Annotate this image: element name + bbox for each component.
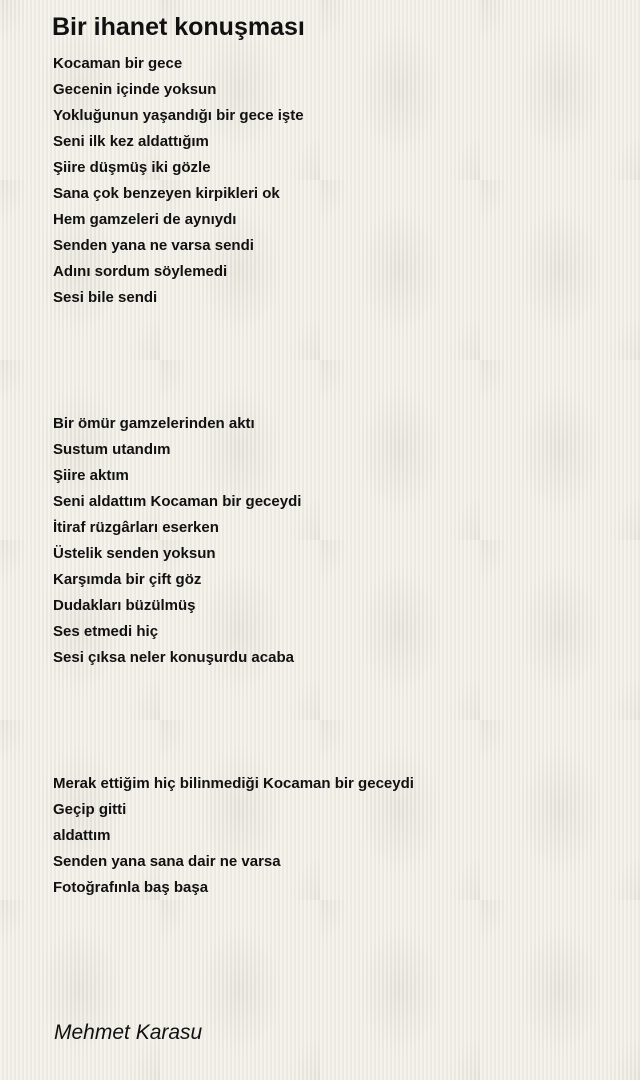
poem-line: Kocaman bir gece <box>53 55 183 72</box>
poem-line: Senden yana sana dair ne varsa <box>53 853 281 870</box>
poem-line: Karşımda bir çift göz <box>53 571 202 588</box>
poem-line: Bir ömür gamzelerinden aktı <box>53 415 255 432</box>
poem-line: Dudakları büzülmüş <box>53 597 196 614</box>
stanza-2 <box>53 411 301 671</box>
poem-line: Geçip gitti <box>53 801 127 818</box>
poem-line: Adını sordum söylemedi <box>53 263 228 280</box>
poem-line: Üstelik senden yoksun <box>53 545 216 562</box>
poem-line: Yokluğunun yaşandığı bir gece işte <box>53 107 304 124</box>
poem-line: Merak ettiğim hiç bilinmediği Kocaman bir geceydi <box>53 775 414 792</box>
poem-title: Bir ihanet konuşması <box>52 13 305 41</box>
stanza-1 <box>53 51 304 311</box>
poem-line: Hem gamzeleri de aynıydı <box>53 211 237 228</box>
poem-line: Fotoğrafınla baş başa <box>53 879 209 896</box>
poem-line: Şiire aktım <box>53 467 129 484</box>
poem-line: Ses etmedi hiç <box>53 623 159 640</box>
poem-line: aldattım <box>53 827 111 844</box>
poem-line: Gecenin içinde yoksun <box>53 81 217 98</box>
stanza-3 <box>53 771 414 901</box>
poem-line: Sana çok benzeyen kirpikleri ok <box>53 185 280 202</box>
poem-line: Seni ilk kez aldattığım <box>53 133 209 150</box>
poem-line: İtiraf rüzgârları eserken <box>53 519 219 536</box>
poem-line: Sustum utandım <box>53 441 171 458</box>
poem-author: Mehmet Karasu <box>54 1021 203 1044</box>
poem-line: Seni aldattım Kocaman bir geceydi <box>53 493 302 510</box>
poem-line: Şiire düşmüş iki gözle <box>53 159 211 176</box>
poem-line: Sesi bile sendi <box>53 289 158 306</box>
poem-line: Sesi çıksa neler konuşurdu acaba <box>53 649 294 666</box>
poem-line: Senden yana ne varsa sendi <box>53 237 254 254</box>
